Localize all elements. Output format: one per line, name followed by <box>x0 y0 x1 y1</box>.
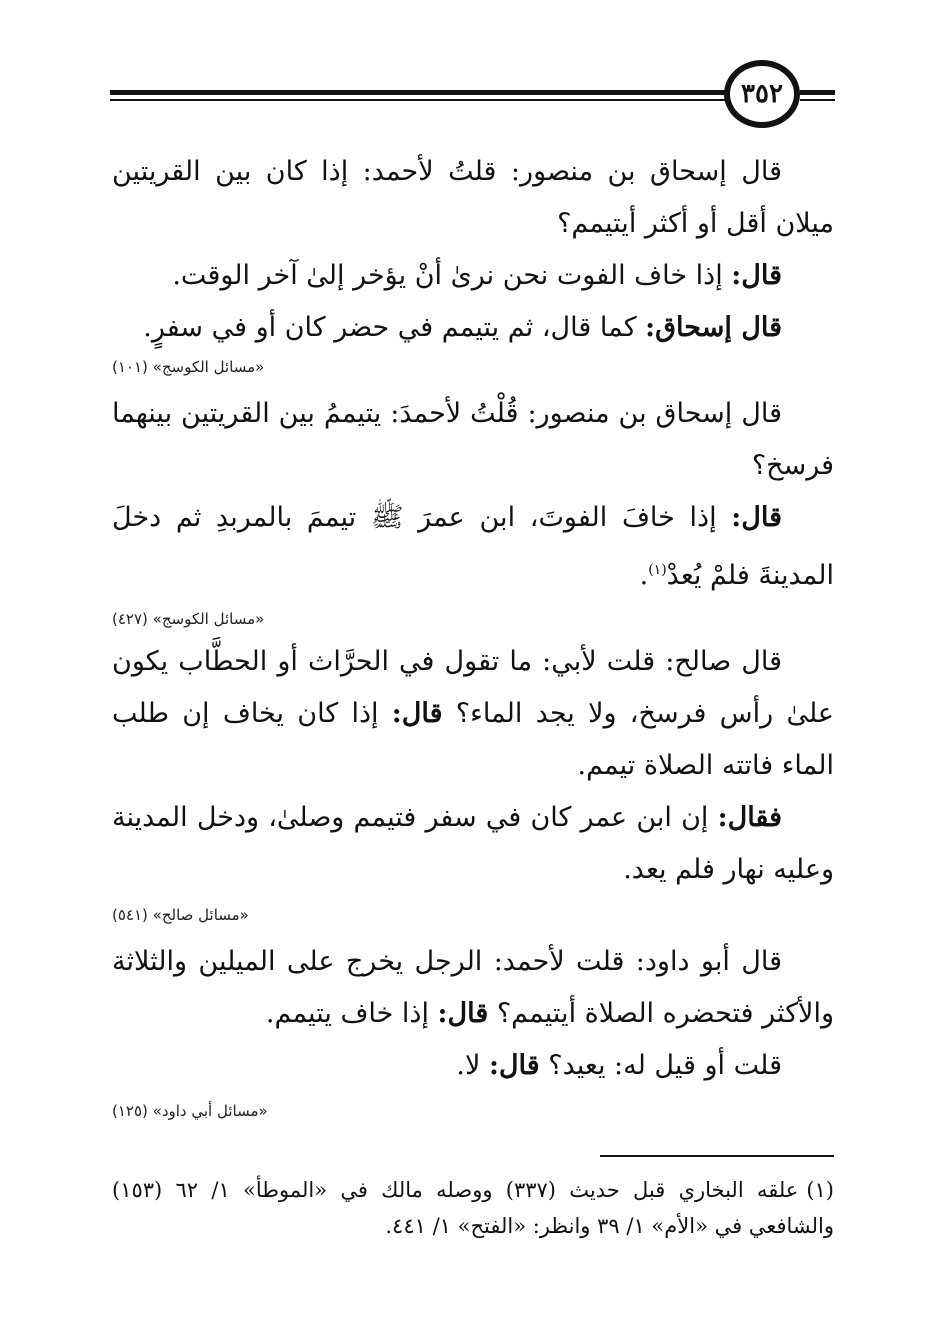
speaker-label: قال: <box>731 260 782 291</box>
source-citation: «مسائل الكوسج» (١٠١) <box>112 358 265 376</box>
speaker-label: قال: <box>391 698 443 729</box>
source-citation: «مسائل أبي داود» (١٢٥) <box>112 1102 268 1120</box>
source-citation: «مسائل صالح» (٥٤١) <box>112 906 249 924</box>
footnote-text: علقه البخاري قبل حديث (٣٣٧) ووصله مالك في «الموطأ» ١/ ٦٢ (١٥٣) والشافعي في «الأم» ١/ ٣٩ وانظر: «الفتح» ١/ ٤٤١. <box>112 1178 834 1238</box>
paragraph-text: إذا خاف يتيمم. <box>265 998 438 1029</box>
paragraph-text: كما قال، ثم يتيمم في حضر كان أو في سفرٍ. <box>143 312 646 343</box>
source-citation: «مسائل الكوسج» (٤٢٧) <box>112 610 265 628</box>
block-4 <box>112 936 834 1092</box>
paragraph-text: قلت أو قيل له: يعيد؟ <box>539 1050 782 1081</box>
header-rule-right-thick <box>800 90 835 95</box>
paragraph-text: إذا خافَ الفوتَ، ابن عمرَ ﷺ تيممَ بالمربدِ ثم دخلَ المدينةَ فلمْ يُعدْ <box>112 502 834 591</box>
block-2 <box>112 388 834 602</box>
paragraph <box>112 636 834 792</box>
paragraph-text: . <box>639 560 649 591</box>
paragraph <box>112 146 834 250</box>
footnote-separator <box>600 1155 834 1157</box>
footnote-ref: (١) <box>648 562 667 578</box>
paragraph <box>112 388 834 492</box>
paragraph-text: لا. <box>456 1050 489 1081</box>
paragraph <box>112 1040 834 1092</box>
speaker-label: قال: <box>437 998 489 1029</box>
block-1 <box>112 146 834 354</box>
footnote <box>112 1172 834 1244</box>
paragraph-text: إذا خاف الفوت نحن نرىٰ أنْ يؤخر إلىٰ آخر الوقت. <box>172 260 732 291</box>
header-rule-thin <box>110 99 728 101</box>
paragraph-text: إذا كان يخاف إن طلب الماء فاتته الصلاة تيمم. <box>112 698 834 781</box>
paragraph <box>112 302 834 354</box>
speaker-label: قال إسحاق: <box>645 312 782 343</box>
paragraph-text: قال إسحاق بن منصور: قلتُ لأحمد: إذا كان بين القريتين ميلان أقل أو أكثر أيتيمم؟ <box>112 156 834 239</box>
paragraph <box>112 792 834 896</box>
paragraph-text: قال أبو داود: قلت لأحمد: الرجل يخرج على الميلين والثلاثة والأكثر فتحضره الصلاة أيتيمم؟ <box>112 946 834 1029</box>
paragraph <box>112 936 834 1040</box>
page-number-badge <box>724 60 800 128</box>
footnote-number: (١) <box>806 1178 834 1202</box>
paragraph-text: قال إسحاق بن منصور: قُلْتُ لأحمدَ: يتيممُ بين القريتين بينهما فرسخ؟ <box>112 398 834 481</box>
paragraph-text: إن ابن عمر كان في سفر فتيمم وصلىٰ، ودخل المدينة وعليه نهار فلم يعد. <box>112 802 834 885</box>
header-rule-right-thin <box>800 99 835 101</box>
paragraph <box>112 492 834 602</box>
paragraph-text: قال صالح: قلت لأبي: ما تقول في الحرَّاث أو الحطَّاب يكون علىٰ رأس فرسخ، ولا يجد الماء؟ <box>112 646 834 729</box>
block-3 <box>112 636 834 896</box>
speaker-label: قال: <box>488 1050 540 1081</box>
header-rule-thick <box>110 90 728 95</box>
paragraph <box>112 250 834 302</box>
speaker-label: فقال: <box>717 802 782 833</box>
speaker-label: قال: <box>731 502 782 533</box>
page-number: ٣٥٢ <box>741 79 783 109</box>
